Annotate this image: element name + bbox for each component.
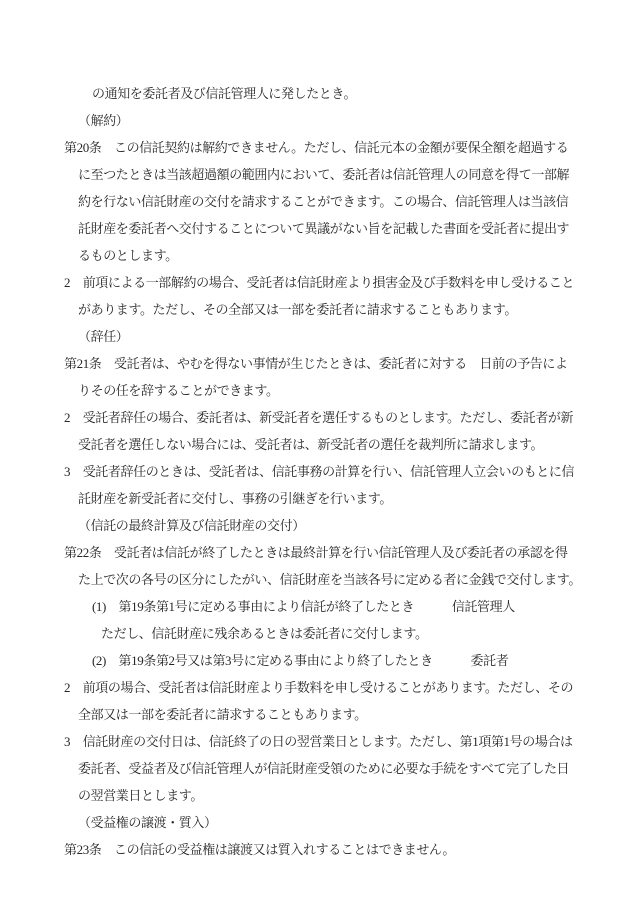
doc-line: るものとします。 [78, 248, 178, 263]
doc-line: 2 前項による一部解約の場合、受託者は信託財産より損害金及び手数料を申し受けること [64, 275, 575, 290]
doc-line: 2 前項の場合、受託者は信託財産より手数料を申し受けることがあります。ただし、その [64, 680, 574, 695]
doc-line: 3 信託財産の交付日は、信託終了の日の翌営業日とします。ただし、第1項第1号の場合は [64, 734, 573, 749]
doc-line: 約を行ない信託財産の交付を請求することができます。この場合、信託管理人は当該信 [78, 194, 569, 209]
doc-line: 2 受託者辞任の場合、委託者は、新受託者を選任するものとします。ただし、委託者が新 [64, 410, 574, 425]
doc-line: （解約） [78, 113, 129, 128]
document-text-block [64, 80, 584, 863]
doc-line: 受託者を選任しない場合には、受託者は、新受託者の選任を裁判所に請求します。 [78, 437, 544, 452]
doc-line: ただし、信託財産に残余あるときは委託者に交付します。 [101, 626, 428, 641]
doc-line: 第23条 この信託の受益権は譲渡又は質入れすることはできません。 [64, 842, 455, 857]
doc-line: の通知を委託者及び信託管理人に発したとき。 [92, 86, 357, 101]
doc-line: 第21条 受託者は、やむを得ない事情が生じたときは、委託者に対する 日前の予告によ [64, 356, 568, 371]
doc-line: りその任を辞することができます。 [78, 383, 279, 398]
doc-line: 委託者、受益者及び信託管理人が信託財産受領のために必要な手続をすべて完了した日 [78, 761, 570, 776]
doc-line: 3 受託者辞任のときは、受託者は、信託事務の計算を行い、信託管理人立会いのもとに信 [64, 464, 575, 479]
doc-line: た上で次の各号の区分にしたがい、信託財産を当該各号に定める者に金銭で交付します。 [78, 572, 581, 587]
doc-line: 第20条 この信託契約は解約できません。ただし、信託元本の金額が要保全額を超過する [64, 140, 569, 155]
doc-line: があります。ただし、その全部又は一部を委託者に請求することもあります。 [78, 302, 517, 317]
doc-line: (1) 第19条第1号に定める事由により信託が終了したとき 信託管理人 [92, 599, 515, 614]
doc-line: 託財産を委託者へ交付することについて異議がない旨を記載した書面を受託者に提出す [78, 221, 570, 236]
doc-line: 第22条 受託者は信託が終了したときは最終計算を行い信託管理人及び委託者の承認を得 [64, 545, 568, 560]
doc-line: の翌営業日とします。 [78, 788, 203, 803]
doc-line: (2) 第19条第2号又は第3号に定める事由により終了したとき 委託者 [92, 653, 509, 668]
doc-line: に至つたときは当該超過額の範囲内において、委託者は信託管理人の同意を得て一部解 [78, 167, 570, 182]
doc-line: （受益権の譲渡・質入） [78, 815, 217, 830]
doc-line: （辞任） [78, 329, 129, 344]
doc-line: 託財産を新受託者に交付し、事務の引継ぎを行います。 [78, 491, 392, 506]
doc-line: （信託の最終計算及び信託財産の交付） [78, 518, 305, 533]
doc-line: 全部又は一部を委託者に請求することもあります。 [78, 707, 367, 722]
